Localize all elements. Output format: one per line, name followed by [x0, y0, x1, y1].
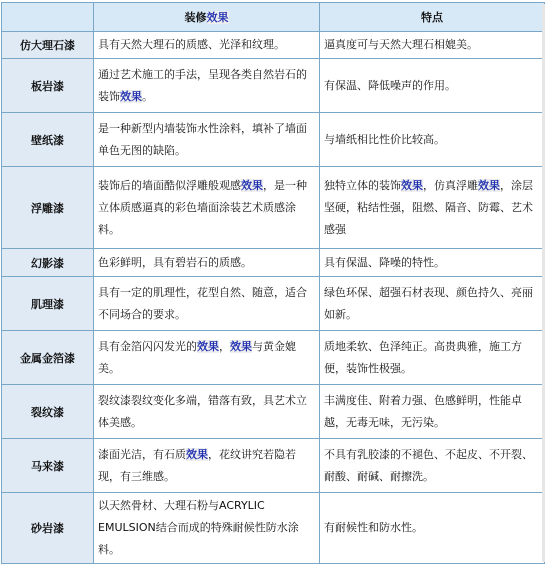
paint-name-cell: 仿大理石漆 [2, 32, 94, 59]
paint-name-cell: 板岩漆 [2, 59, 94, 113]
cell-text: ，涂层坚硬，粘结性强，阻燃、隔音、防霉、艺术感强 [324, 178, 533, 236]
paint-name-cell: 肌理漆 [2, 277, 94, 331]
highlight-text: 效果 [197, 339, 219, 353]
highlight-text: 效果 [186, 447, 208, 461]
highlight-text: 效果 [401, 178, 423, 192]
cell-text: 。 [142, 89, 153, 103]
header-effect-prefix: 装修 [184, 11, 207, 24]
feature-cell [320, 439, 545, 493]
cell-text: 以天然骨材、大理石粉与ACRYLIC EMULSION结合而成的特殊耐候性防水涂料。 [98, 499, 299, 556]
paint-name-cell: 壁纸漆 [2, 113, 94, 167]
cell-text: 裂纹漆裂纹变化多端，错落有致，具艺术立体美感。 [98, 393, 307, 429]
feature-cell [320, 385, 545, 439]
paint-name-cell: 裂纹漆 [2, 385, 94, 439]
feature-cell [320, 493, 545, 564]
cell-text: 有保温、降低噪声的作用。 [324, 78, 456, 92]
effect-cell [94, 113, 320, 167]
table-row [2, 277, 545, 331]
cell-text: ，仿真浮雕 [423, 178, 478, 192]
effect-cell [94, 59, 320, 113]
table-row [2, 493, 545, 564]
cell-text: 色彩鲜明，具有碧岩石的质感。 [98, 255, 252, 269]
effect-cell [94, 32, 320, 59]
cell-text: 不具有乳胶漆的不褪色、不起皮、不开裂、耐酸、耐碱、耐擦洗。 [324, 447, 533, 483]
effect-cell [94, 277, 320, 331]
highlight-text: 效果 [230, 339, 252, 353]
table-row [2, 59, 545, 113]
paint-comparison-table [1, 2, 545, 564]
cell-text: 通过艺术施工的手法，呈现各类自然岩石的装饰 [98, 67, 307, 103]
cell-text: ， [219, 339, 230, 353]
highlight-text: 效果 [478, 178, 500, 192]
cell-text: 装饰后的墙面酷似浮雕般观感 [98, 178, 241, 192]
cell-text: 与墙纸相比性价比较高。 [324, 132, 445, 146]
cell-text: 逼真度可与天然大理石相媲美。 [324, 38, 478, 51]
feature-cell [320, 32, 545, 59]
highlight-text: 效果 [120, 89, 142, 103]
table-row [2, 32, 545, 59]
cell-text: 漆面光洁，有石质 [98, 447, 186, 461]
header-name-cell [2, 3, 94, 32]
effect-cell [94, 249, 320, 277]
header-effect-highlight: 效果 [206, 11, 229, 24]
effect-cell [94, 493, 320, 564]
effect-cell [94, 167, 320, 249]
cell-text: 具有一定的肌理性，花型自然、随意，适合不同场合的要求。 [98, 285, 307, 321]
table-shadow [542, 4, 545, 562]
table-header-row [2, 3, 545, 32]
paint-name-cell: 浮雕漆 [2, 167, 94, 249]
cell-text: 具有保温、降噪的特性。 [324, 255, 445, 269]
effect-cell [94, 331, 320, 385]
table-row [2, 249, 545, 277]
paint-name-cell: 金属金箔漆 [2, 331, 94, 385]
cell-text: 有耐候性和防水性。 [324, 521, 423, 534]
paint-name-cell: 幻影漆 [2, 249, 94, 277]
feature-cell [320, 331, 545, 385]
cell-text: 具有天然大理石的质感、光泽和纹理。 [98, 38, 285, 51]
cell-text: ，是一种立体质感逼真的彩色墙面涂装艺术质感涂料。 [98, 178, 307, 236]
cell-text: 与黄金媲美。 [98, 339, 296, 375]
cell-text: 绿色环保、超强石材表现、颜色持久、亮丽如新。 [324, 285, 533, 321]
header-feature-cell: 特点 [320, 3, 545, 32]
table-row [2, 331, 545, 385]
table-row [2, 385, 545, 439]
paint-name-cell: 砂岩漆 [2, 493, 94, 564]
cell-text: 独特立体的装饰 [324, 178, 401, 192]
paint-name-cell: 马来漆 [2, 439, 94, 493]
effect-cell [94, 385, 320, 439]
header-effect-cell [94, 3, 320, 32]
feature-cell [320, 167, 545, 249]
table-row [2, 113, 545, 167]
highlight-text: 效果 [241, 178, 263, 192]
table-row [2, 439, 545, 493]
feature-cell [320, 277, 545, 331]
cell-text: ，花纹讲究若隐若现，有三维感。 [98, 447, 296, 483]
table-container [1, 2, 549, 564]
table-row [2, 167, 545, 249]
cell-text: 丰满度佳、附着力强、色感鲜明，性能卓越，无毒无味，无污染。 [324, 393, 522, 429]
feature-cell [320, 59, 545, 113]
cell-text: 是一种新型内墙装饰水性涂料，填补了墙面单色无图的缺陷。 [98, 121, 307, 157]
feature-cell [320, 113, 545, 167]
feature-cell [320, 249, 545, 277]
cell-text: 质地柔软、色泽纯正。高贵典雅，施工方便，装饰性极强。 [324, 339, 522, 375]
effect-cell [94, 439, 320, 493]
cell-text: 具有金箔闪闪发光的 [98, 339, 197, 353]
